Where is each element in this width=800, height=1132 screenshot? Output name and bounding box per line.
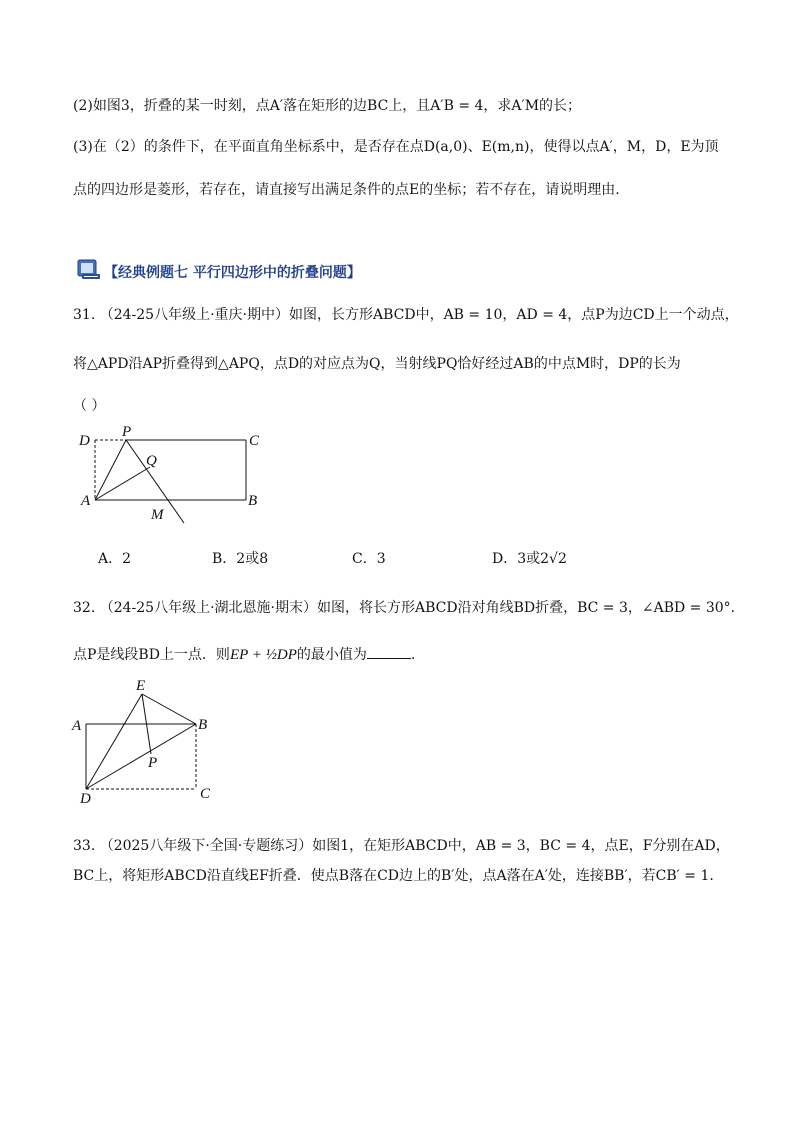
book-icon: [76, 257, 102, 281]
section-title: 【经典例题七 平行四边形中的折叠问题】: [104, 265, 361, 281]
q31-label-m: M: [151, 507, 164, 523]
q31-label-d: D: [79, 433, 90, 449]
q31-label-c: C: [249, 433, 260, 449]
prev-problem-part3-line2: 点的四边形是菱形，若存在，请直接写出满足条件的点E的坐标；若不存在，请说明理由.: [73, 182, 620, 198]
q31-label-p: P: [122, 425, 132, 440]
q32-diagonal-bd: [86, 724, 196, 789]
q31-option-b-letter: B．: [212, 551, 237, 567]
q31-line2: 将△APD沿AP折叠得到△APQ，点D的对应点为Q，当射线PQ恰好经过AB的中点M时，DP的长为: [73, 356, 681, 372]
q31-option-d: [492, 549, 567, 569]
q32-label-a: A: [72, 718, 82, 734]
q32-line2-suffix: 的最小值为: [296, 647, 367, 663]
q31-option-a-letter: A．: [98, 551, 123, 567]
q31-figure: [78, 425, 278, 525]
q31-line1: 31. （24-25八年级上·重庆·期中）如图，长方形ABCD中，AB = 10，AD = 4，点P为边CD上一个动点，: [73, 307, 739, 323]
q32-line2-prefix: 点P是线段BD上一点．则: [73, 647, 230, 663]
q31-option-b-text: 2或8: [236, 551, 269, 567]
q31-label-b: B: [248, 493, 258, 509]
q31-option-a: [98, 549, 131, 569]
q31-option-d-text: 3或2√2: [517, 551, 567, 567]
q32-line2-end: .: [410, 647, 416, 663]
q32-label-c: C: [200, 786, 211, 802]
q31-label-q: Q: [146, 453, 157, 469]
q32-expression: EP + ½DP: [229, 647, 297, 663]
q31-label-a: A: [81, 493, 91, 509]
q32-label-b: B: [198, 717, 208, 733]
q31-option-a-text: 2: [122, 551, 132, 567]
q32-figure: [66, 676, 226, 806]
q33-line1: 33. （2025八年级下·全国·专题练习）如图1，在矩形ABCD中，AB = 3，BC = 4，点E，F分别在AD，: [73, 838, 730, 854]
q32-answer-blank[interactable]: [367, 646, 411, 659]
q32-label-e: E: [136, 678, 146, 694]
q32-line1: 32. （24-25八年级上·湖北恩施·期末）如图，将长方形ABCD沿对角线BD折叠，BC = 3，∠ABD = 30°.: [73, 600, 736, 616]
q32-segment-de: [86, 694, 142, 789]
q31-line3: （ ）: [73, 398, 106, 414]
q31-option-d-letter: D．: [492, 551, 518, 567]
q32-line2: [73, 645, 415, 665]
q32-label-d: D: [80, 791, 91, 806]
q31-option-c-text: 3: [376, 551, 386, 567]
prev-problem-part2: (2)如图3，折叠的某一时刻，点A′落在矩形的边BC上，且A′B = 4，求A′M的长；: [73, 98, 582, 114]
q32-label-p: P: [148, 755, 158, 771]
q31-option-c: [352, 549, 386, 569]
q33-line2: BC上，将矩形ABCD沿直线EF折叠．使点B落在CD边上的B′处，点A落在A′处，连接BB′，若CB′ = 1.: [73, 868, 714, 884]
q31-option-b: [212, 549, 268, 569]
q31-option-c-letter: C．: [352, 551, 377, 567]
prev-problem-part3-line1: (3)在（2）的条件下，在平面直角坐标系中，是否存在点D(a,0)、E(m,n)，使得以点A′，M，D，E为顶: [73, 139, 719, 155]
q32-segment-eb: [142, 694, 196, 724]
